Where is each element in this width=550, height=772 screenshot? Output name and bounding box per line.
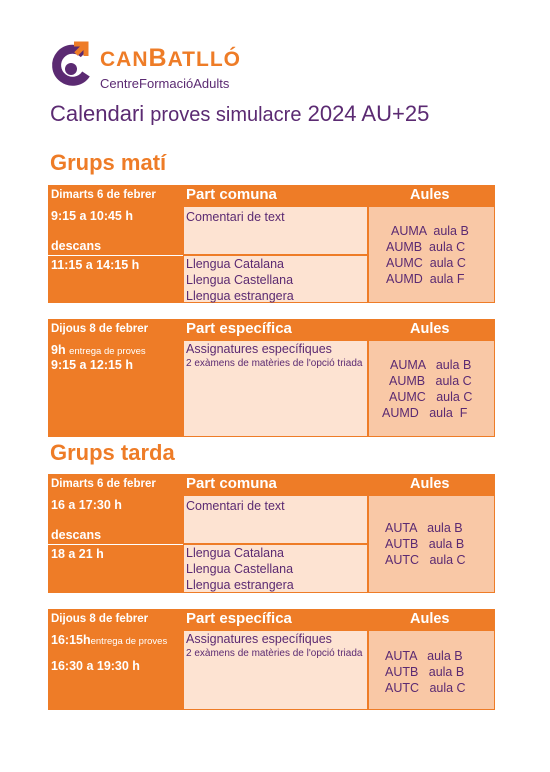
time-cell: 9:15 a 10:45 h descans	[48, 206, 183, 255]
logo-subtitle: CentreFormacióAdults	[100, 76, 230, 91]
header-aules: Aules	[410, 187, 450, 203]
header-aules: Aules	[410, 321, 450, 337]
can-batllo-logo-icon	[50, 40, 96, 90]
header-date: Dimarts 6 de febrer	[51, 478, 156, 490]
header-part: Part comuna	[186, 186, 277, 203]
table-header	[48, 319, 495, 340]
rooms-cell: AUTA aula B AUTB aula B AUTC aula C	[368, 630, 495, 710]
header-part: Part específica	[186, 320, 292, 337]
subject-cell: Assignatures específiques 2 exàmens de matèries de l'opció triada	[183, 340, 368, 437]
rooms-cell: AUMA aula B AUMB aula C AUMC aula C AUMD aula F	[368, 206, 495, 303]
time-cell: 9h entrega de proves 9:15 a 12:15 h	[48, 340, 183, 437]
header-aules: Aules	[410, 611, 450, 627]
header-part: Part comuna	[186, 475, 277, 492]
schedule-table-mati-comuna	[48, 185, 495, 303]
time-cell: 11:15 a 14:15 h	[48, 255, 183, 303]
subject-cell: Llengua Catalana Llengua Castellana Llengua estrangera	[183, 544, 368, 593]
time-cell: 16:15hentrega de proves 16:30 a 19:30 h	[48, 630, 183, 710]
logo-wordmark: CANBATLLÓ	[100, 44, 241, 72]
header-aules: Aules	[410, 476, 450, 492]
time-cell: 18 a 21 h	[48, 544, 183, 593]
section-heading-tarda: Grups tarda	[50, 440, 175, 465]
header-date: Dijous 8 de febrer	[51, 613, 149, 625]
subject-cell: Assignatures específiques 2 exàmens de matèries de l'opció triada	[183, 630, 368, 710]
schedule-table-mati-especifica	[48, 319, 495, 437]
rooms-cell: AUTA aula B AUTB aula B AUTC aula C	[368, 495, 495, 593]
page-title: Calendari proves simulacre 2024 AU+25	[50, 101, 430, 126]
table-header	[48, 185, 495, 206]
schedule-table-tarda-comuna	[48, 474, 495, 593]
subject-cell: Comentari de text	[183, 495, 368, 544]
header-date: Dimarts 6 de febrer	[51, 189, 156, 201]
section-heading-mati: Grups matí	[50, 150, 167, 175]
header-date: Dijous 8 de febrer	[51, 323, 149, 335]
header-part: Part específica	[186, 610, 292, 627]
schedule-table-tarda-especifica	[48, 609, 495, 710]
table-header	[48, 609, 495, 630]
rooms-cell: AUMA aula B AUMB aula C AUMC aula C AUMD aula F	[368, 340, 495, 437]
time-cell: 16 a 17:30 h descans	[48, 495, 183, 544]
table-header	[48, 474, 495, 495]
subject-cell: Llengua Catalana Llengua Castellana Llengua estrangera	[183, 255, 368, 303]
subject-cell: Comentari de text	[183, 206, 368, 255]
